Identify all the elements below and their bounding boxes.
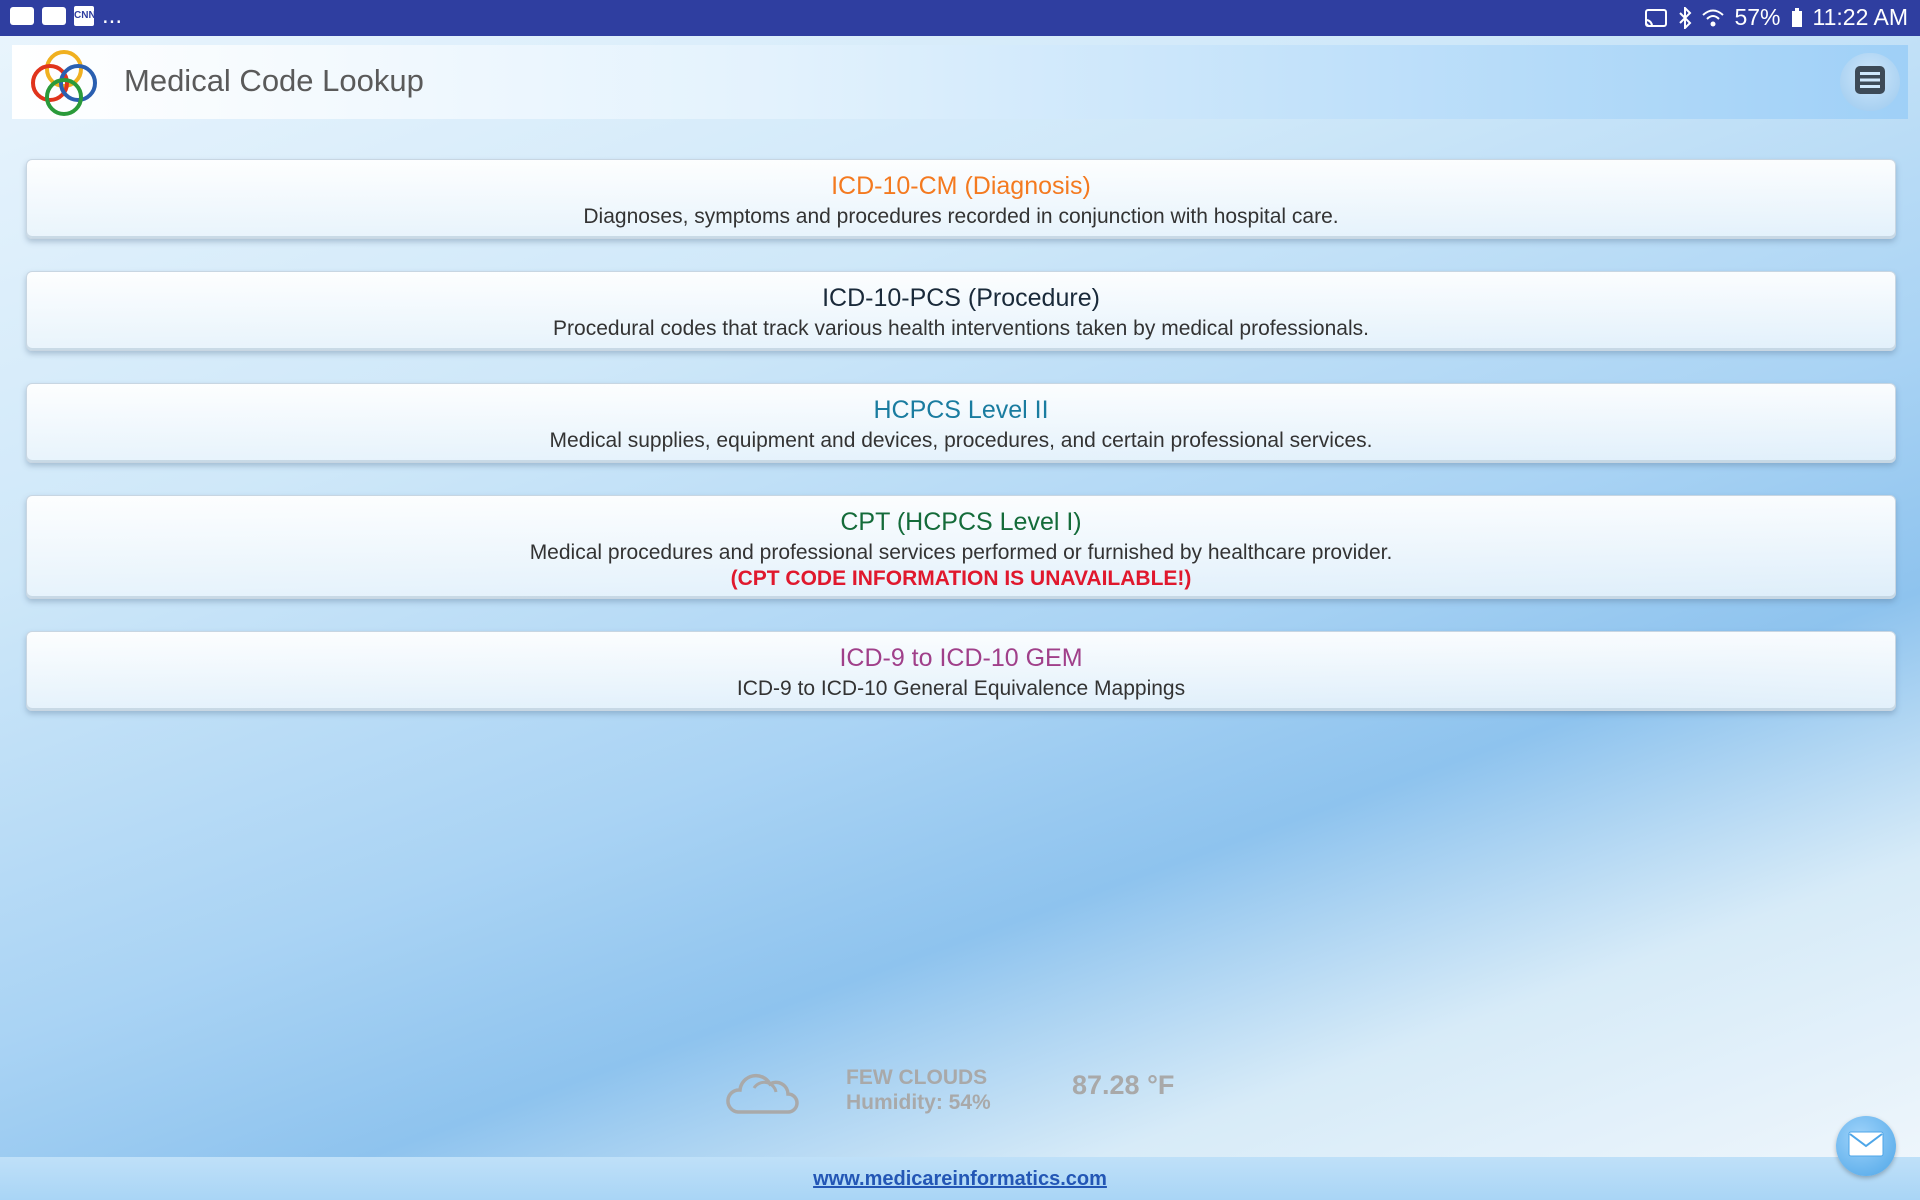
card-description: ICD-9 to ICD-10 General Equivalence Mappings xyxy=(736,677,1186,700)
card-title: CPT (HCPCS Level I) xyxy=(840,508,1082,536)
system-tray xyxy=(1644,4,1908,31)
website-link[interactable]: www.medicareinformatics.com xyxy=(813,1168,1107,1190)
app-header xyxy=(12,45,1908,119)
card-title: ICD-10-CM (Diagnosis) xyxy=(831,172,1091,200)
video-icon xyxy=(10,7,34,25)
cpt-unavailable-warning: (CPT CODE INFORMATION IS UNAVAILABLE!) xyxy=(730,567,1192,590)
card-cpt[interactable] xyxy=(26,495,1896,599)
card-hcpcs-level-2[interactable] xyxy=(26,383,1896,463)
video-icon xyxy=(42,7,66,25)
cloud-icon xyxy=(724,1068,800,1123)
weather-temperature: 87.28 °F xyxy=(1072,1070,1175,1100)
card-icd10pcs[interactable] xyxy=(26,271,1896,351)
weather-widget xyxy=(720,1060,1200,1120)
overflow-indicator: ... xyxy=(102,2,123,29)
mail-icon xyxy=(1848,1131,1884,1162)
footer xyxy=(0,1157,1920,1200)
menu-icon xyxy=(1854,65,1886,100)
card-description: Medical supplies, equipment and devices, procedures, and certain professional services. xyxy=(549,429,1373,452)
card-icd9-to-icd10-gem[interactable] xyxy=(26,631,1896,711)
battery-percent: 57% xyxy=(1734,4,1781,30)
menu-button[interactable] xyxy=(1840,53,1900,111)
battery-icon xyxy=(1791,8,1803,28)
clock: 11:22 AM xyxy=(1812,4,1908,30)
app-logo-icon xyxy=(26,45,102,121)
card-icd10cm[interactable] xyxy=(26,159,1896,239)
card-description: Procedural codes that track various health interventions taken by medical professionals. xyxy=(553,317,1369,340)
weather-humidity: Humidity: 54% xyxy=(846,1091,991,1114)
cnn-icon: CNN xyxy=(74,6,94,26)
app-title: Medical Code Lookup xyxy=(124,63,424,98)
notification-area xyxy=(10,2,123,29)
card-title: HCPCS Level II xyxy=(873,396,1049,424)
card-title: ICD-9 to ICD-10 GEM xyxy=(839,644,1083,672)
cast-icon xyxy=(1644,8,1668,28)
status-bar xyxy=(0,0,1920,36)
weather-condition: FEW CLOUDS xyxy=(846,1066,988,1089)
card-description: Medical procedures and professional services performed or furnished by healthcare provider. xyxy=(529,541,1393,564)
email-button[interactable] xyxy=(1836,1116,1896,1176)
card-title: ICD-10-PCS (Procedure) xyxy=(822,284,1100,312)
bluetooth-icon xyxy=(1678,7,1692,29)
wifi-icon xyxy=(1702,8,1724,28)
card-description: Diagnoses, symptoms and procedures recorded in conjunction with hospital care. xyxy=(583,205,1339,228)
